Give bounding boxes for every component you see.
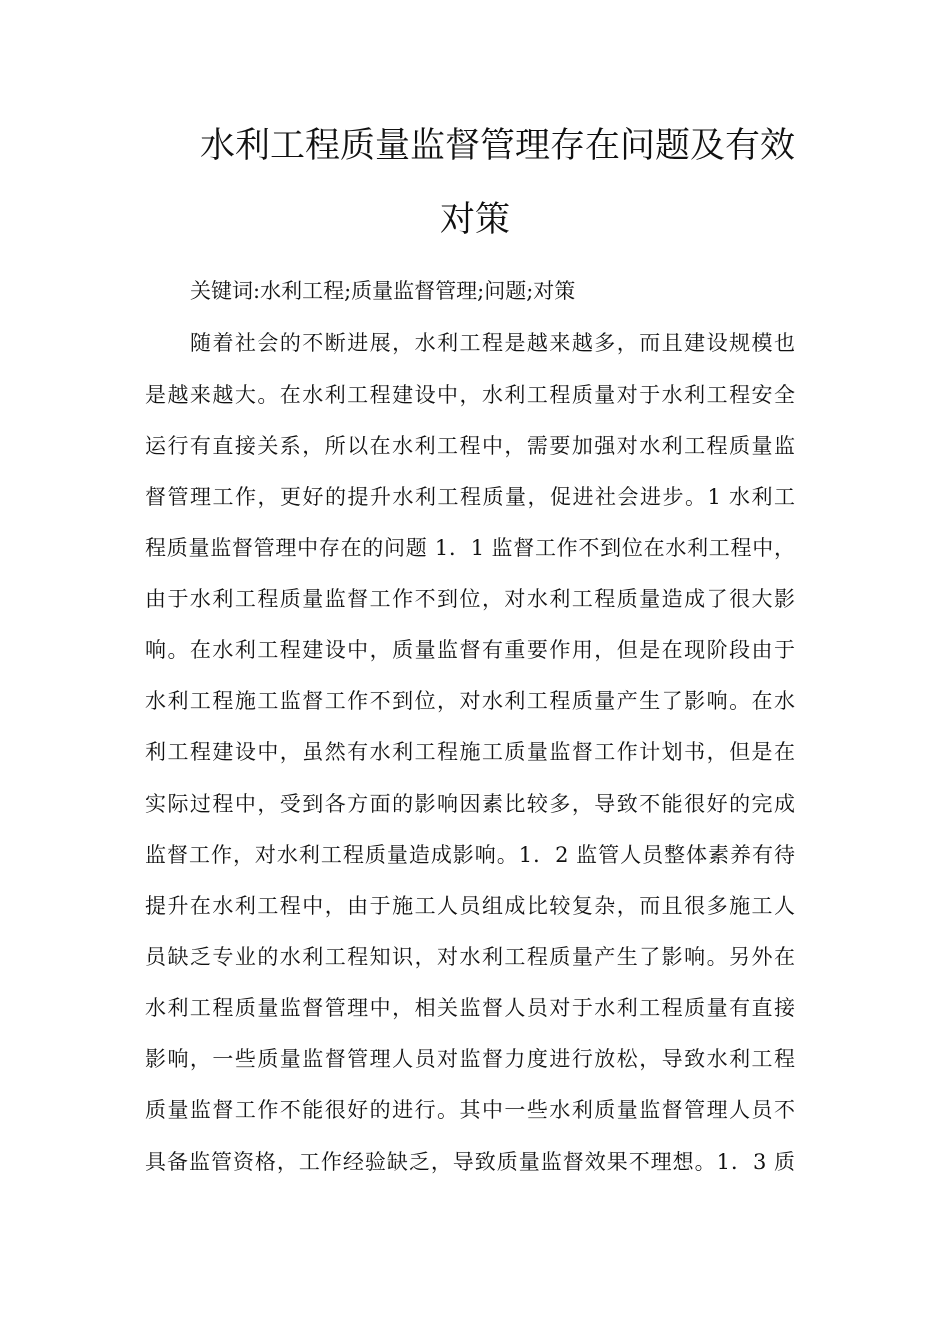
document-title-line-2: 对策 xyxy=(439,200,510,240)
body-text-line: 监督工作，对水利工程质量造成影响。1．2 监管人员整体素养有待 xyxy=(145,843,795,867)
body-text-line: 是越来越大。在水利工程建设中，水利工程质量对于水利工程安全 xyxy=(145,383,795,407)
body-text-line: 员缺乏专业的水利工程知识，对水利工程质量产生了影响。另外在 xyxy=(145,945,795,969)
keywords-line: 关键词:水利工程;质量监督管理;问题;对策 xyxy=(190,279,576,303)
body-text-line: 影响，一些质量监督管理人员对监督力度进行放松，导致水利工程 xyxy=(145,1047,795,1071)
body-text-line: 具备监管资格，工作经验缺乏，导致质量监督效果不理想。1．3 质 xyxy=(145,1150,795,1174)
body-text-line: 运行有直接关系，所以在水利工程中，需要加强对水利工程质量监 xyxy=(145,434,795,458)
body-text-line: 利工程建设中，虽然有水利工程施工质量监督工作计划书，但是在 xyxy=(145,740,795,764)
body-text-line: 督管理工作，更好的提升水利工程质量，促进社会进步。1 水利工 xyxy=(145,485,795,509)
body-text-line: 随着社会的不断进展，水利工程是越来越多，而且建设规模也 xyxy=(190,331,795,355)
body-text-line: 水利工程施工监督工作不到位，对水利工程质量产生了影响。在水 xyxy=(145,689,795,713)
document-title-line-1: 水利工程质量监督管理存在问题及有效 xyxy=(199,126,795,166)
body-text-line: 实际过程中，受到各方面的影响因素比较多，导致不能很好的完成 xyxy=(145,792,795,816)
body-text-line: 质量监督工作不能很好的进行。其中一些水利质量监督管理人员不 xyxy=(145,1098,795,1122)
body-text-line: 水利工程质量监督管理中，相关监督人员对于水利工程质量有直接 xyxy=(145,996,795,1020)
body-text-line: 由于水利工程质量监督工作不到位，对水利工程质量造成了很大影 xyxy=(145,587,795,611)
body-text-line: 响。在水利工程建设中，质量监督有重要作用，但是在现阶段由于 xyxy=(145,638,795,662)
body-text-line: 程质量监督管理中存在的问题 1．1 监督工作不到位在水利工程中， xyxy=(145,536,795,560)
body-text-line: 提升在水利工程中，由于施工人员组成比较复杂，而且很多施工人 xyxy=(145,894,795,918)
